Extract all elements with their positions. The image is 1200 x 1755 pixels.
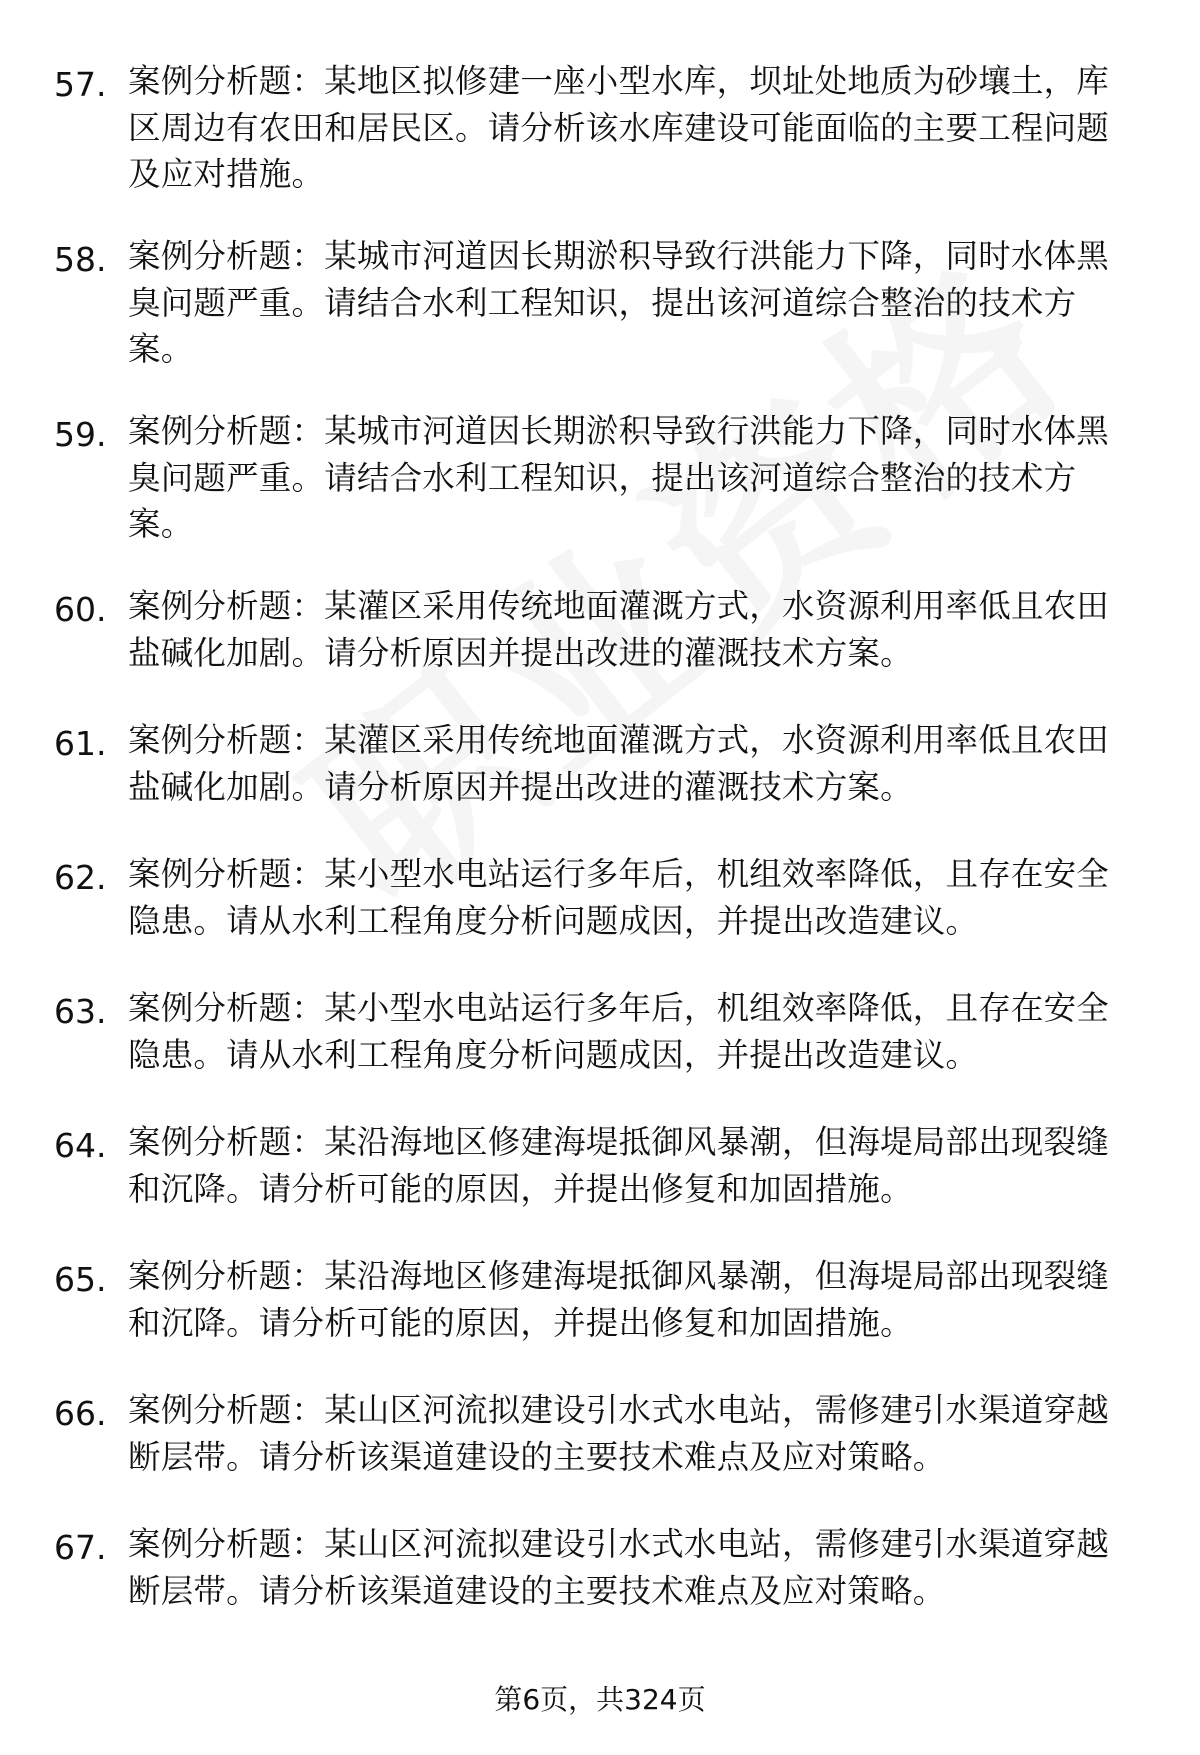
question-number: 65. [54,1260,107,1299]
question-item [0,985,1200,1119]
question-item [0,583,1200,717]
question-item [0,58,1200,233]
question-text: 案例分析题：某小型水电站运行多年后，机组效率降低，且存在安全隐患。请从水利工程角度分析问题成因，并提出改造建议。 [128,855,1110,940]
question-item [0,851,1200,985]
question-text: 案例分析题：某灌区采用传统地面灌溉方式，水资源利用率低且农田盐碱化加剧。请分析原因并提出改进的灌溉技术方案。 [128,721,1110,806]
question-text: 案例分析题：某沿海地区修建海堤抵御风暴潮，但海堤局部出现裂缝和沉降。请分析可能的原因，并提出修复和加固措施。 [128,1257,1110,1342]
page-footer [0,1680,1200,1720]
question-number: 57. [54,65,107,104]
question-text: 案例分析题：某沿海地区修建海堤抵御风暴潮，但海堤局部出现裂缝和沉降。请分析可能的原因，并提出修复和加固措施。 [128,1123,1110,1208]
question-item [0,717,1200,851]
question-number: 63. [54,992,107,1031]
question-number: 61. [54,724,107,763]
question-item [0,1387,1200,1521]
question-text: 案例分析题：某山区河流拟建设引水式水电站，需修建引水渠道穿越断层带。请分析该渠道建设的主要技术难点及应对策略。 [128,1525,1110,1610]
question-text: 案例分析题：某山区河流拟建设引水式水电站，需修建引水渠道穿越断层带。请分析该渠道建设的主要技术难点及应对策略。 [128,1391,1110,1476]
question-item [0,408,1200,583]
question-item [0,1119,1200,1253]
question-text: 案例分析题：某灌区采用传统地面灌溉方式，水资源利用率低且农田盐碱化加剧。请分析原因并提出改进的灌溉技术方案。 [128,587,1110,672]
question-item [0,233,1200,408]
question-text: 案例分析题：某地区拟修建一座小型水库，坝址处地质为砂壤土，库区周边有农田和居民区。请分析该水库建设可能面临的主要工程问题及应对措施。 [128,62,1110,193]
question-number: 62. [54,858,107,897]
question-item [0,1521,1200,1655]
page-number-label: 第6页，共324页 [494,1683,706,1716]
question-text: 案例分析题：某城市河道因长期淤积导致行洪能力下降，同时水体黑臭问题严重。请结合水利工程知识，提出该河道综合整治的技术方案。 [128,412,1110,543]
question-number: 66. [54,1394,107,1433]
question-item [0,1253,1200,1387]
question-list [0,58,1200,1655]
question-text: 案例分析题：某小型水电站运行多年后，机组效率降低，且存在安全隐患。请从水利工程角度分析问题成因，并提出改造建议。 [128,989,1110,1074]
question-number: 64. [54,1126,107,1165]
question-number: 58. [54,240,107,279]
question-number: 59. [54,415,107,454]
question-number: 60. [54,590,107,629]
question-text: 案例分析题：某城市河道因长期淤积导致行洪能力下降，同时水体黑臭问题严重。请结合水利工程知识，提出该河道综合整治的技术方案。 [128,237,1110,368]
question-number: 67. [54,1528,107,1567]
